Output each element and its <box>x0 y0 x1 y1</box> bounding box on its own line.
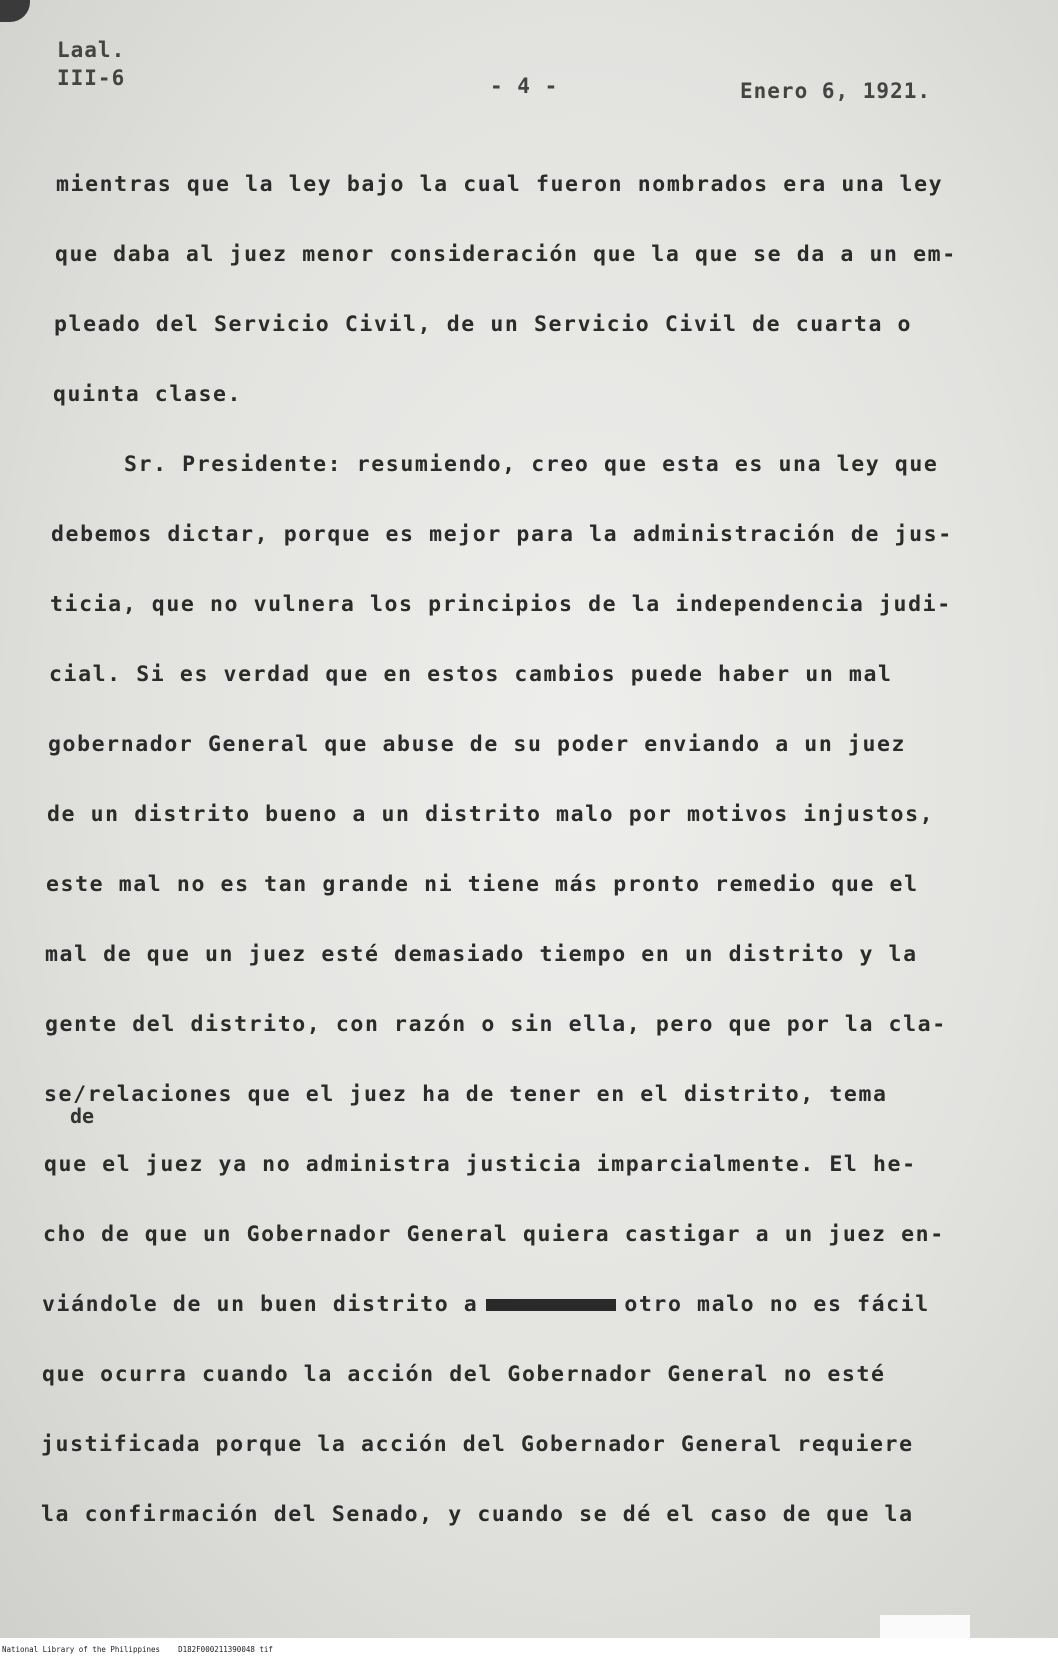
text-line-prefix: viándole de un buen distrito a <box>42 1292 479 1317</box>
text-line: quinta clase. <box>53 382 243 407</box>
text-line: ticia, que no vulnera los principios de la independencia judi- <box>50 592 952 617</box>
typed-over-strikeout <box>486 1299 616 1311</box>
interlinear-insertion: de <box>70 1104 95 1128</box>
paper-edge-patch <box>880 1615 970 1640</box>
text-line: se/relaciones que el juez ha de tener en el distrito, tema <box>44 1082 888 1107</box>
text-line: mal de que un juez esté demasiado tiempo en un distrito y la <box>45 942 918 967</box>
text-line: debemos dictar, porque es mejor para la administración de jus- <box>51 522 953 547</box>
text-line: gente del distrito, con razón o sin ella, pero que por la cla- <box>45 1012 947 1037</box>
text-line-suffix: otro malo no es fácil <box>624 1292 930 1317</box>
page-number: - 4 - <box>490 74 559 98</box>
text-line: este mal no es tan grande ni tiene más pronto remedio que el <box>46 872 919 897</box>
header-date: Enero 6, 1921. <box>740 79 932 103</box>
text-line: la confirmación del Senado, y cuando se dé el caso de que la <box>41 1502 914 1527</box>
text-line: que daba al juez menor consideración que la que se da a un em- <box>55 242 957 267</box>
text-line: de un distrito bueno a un distrito malo por motivos injustos, <box>47 802 935 827</box>
text-line: gobernador General que abuse de su poder enviando a un juez <box>48 732 907 757</box>
scan-footer-text: National Library of the Philippines D182F000211390048 tif <box>2 1645 273 1654</box>
header-initials: Laal. <box>57 38 126 62</box>
text-line: cho de que un Gobernador General quiera castigar a un juez en- <box>43 1222 945 1247</box>
text-line: Sr. Presidente: resumiendo, creo que esta es una ley que <box>124 452 939 477</box>
text-line: cial. Si es verdad que en estos cambios puede haber un mal <box>49 662 893 687</box>
text-line-with-strikeout <box>0 1292 1058 1317</box>
header-reference: III-6 <box>57 66 126 90</box>
text-line: que ocurra cuando la acción del Gobernador General no esté <box>42 1362 886 1387</box>
text-line: que el juez ya no administra justicia imparcialmente. El he- <box>44 1152 917 1177</box>
text-line: pleado del Servicio Civil, de un Servicio Civil de cuarta o <box>54 312 913 337</box>
text-line: justificada porque la acción del Gobernador General requiere <box>41 1432 914 1457</box>
text-line: mientras que la ley bajo la cual fueron nombrados era una ley <box>56 172 944 197</box>
scan-corner-mark <box>0 0 30 22</box>
